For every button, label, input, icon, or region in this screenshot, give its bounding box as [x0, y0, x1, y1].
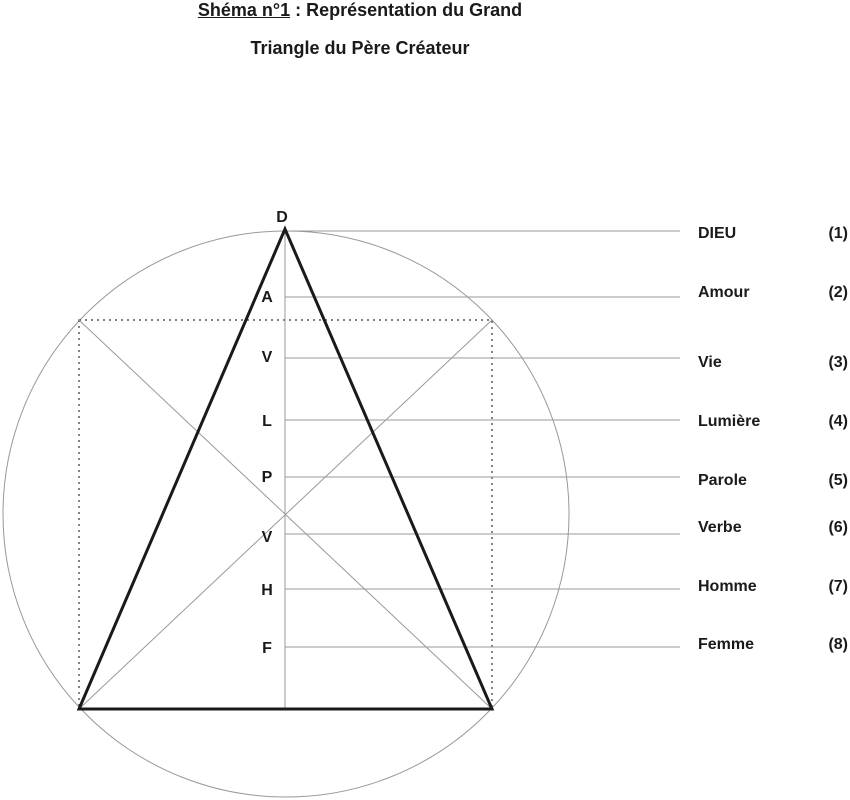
level-word: Femme: [698, 636, 755, 653]
level-lines: [285, 231, 680, 647]
apex-letter: D: [276, 209, 288, 226]
level-number: (8): [828, 636, 848, 653]
diagram-title-number: Shéma n°1: [197, 0, 291, 20]
level-letter: V: [261, 529, 273, 546]
level-number: (5): [828, 472, 848, 489]
level-letter: H: [261, 582, 273, 599]
level-letter: P: [261, 469, 273, 486]
level-letter: A: [261, 289, 273, 306]
level-number: (4): [828, 413, 848, 430]
level-labels: [261, 225, 848, 657]
diagram-title-main: : Représentation du Grand: [290, 0, 523, 20]
level-number: (3): [828, 354, 848, 371]
level-number: (7): [828, 578, 848, 595]
level-letter: L: [262, 413, 272, 430]
level-word: Homme: [698, 578, 757, 595]
level-letter: V: [261, 349, 273, 366]
level-word: Vie: [698, 354, 722, 371]
level-word: Lumière: [698, 413, 761, 430]
level-number: (1): [828, 225, 848, 242]
level-number: (6): [828, 519, 848, 536]
level-letter: F: [262, 640, 272, 657]
level-word: Verbe: [698, 519, 742, 536]
level-word: DIEU: [698, 225, 737, 242]
diagram-title-line2: Triangle du Père Créateur: [250, 38, 470, 58]
level-word: Amour: [698, 284, 750, 301]
level-word: Parole: [698, 472, 747, 489]
level-number: (2): [828, 284, 848, 301]
